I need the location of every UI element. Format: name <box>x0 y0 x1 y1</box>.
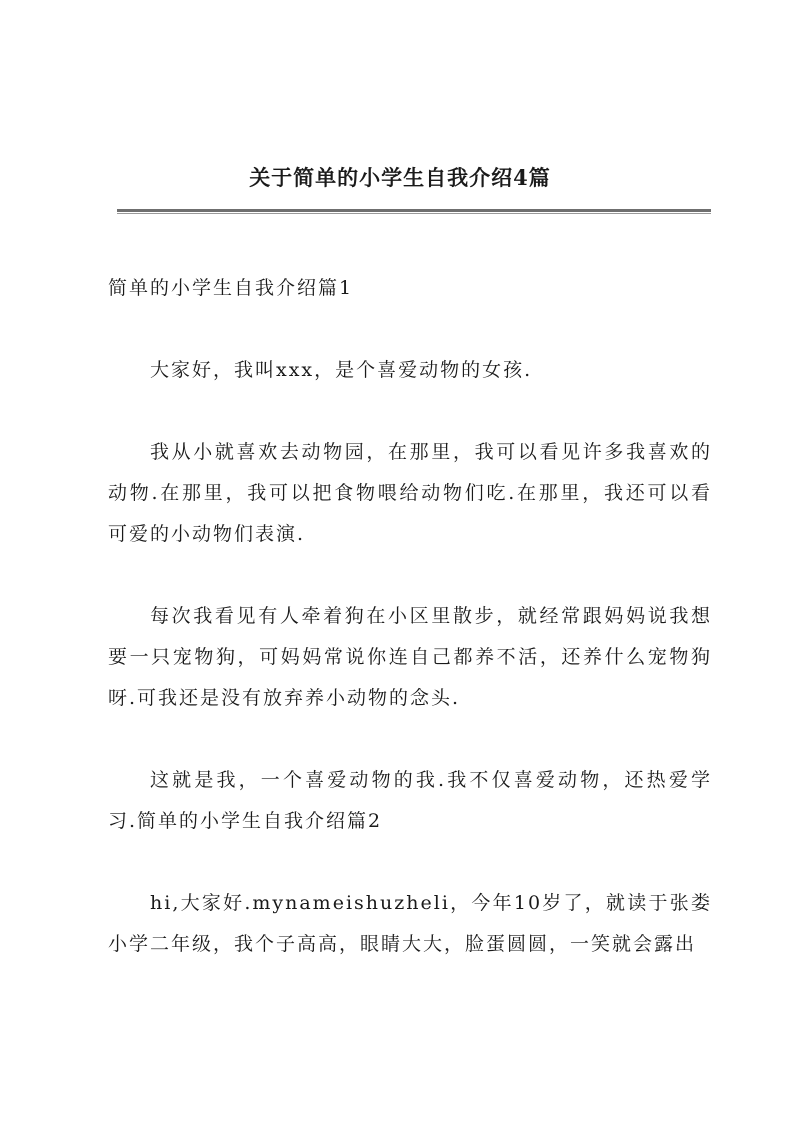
paragraph: 大家好，我叫xxx，是个喜爱动物的女孩. <box>150 359 533 381</box>
title-divider <box>117 209 711 212</box>
document-title: 关于简单的小学生自我介绍4篇 <box>249 165 551 190</box>
paragraph: hi,大家好.mynameishuzheli，今年10岁了，就读于张娄小学二年级，我个子高高，眼睛大大，脸蛋圆圆，一笑就会露出 <box>108 892 712 955</box>
paragraph: 我从小就喜欢去动物园，在那里，我可以看见许多我喜欢的动物.在那里，我可以把食物喂给动物们吃.在那里，我还可以看可爱的小动物们表演. <box>108 441 712 545</box>
paragraph: 这就是我，一个喜爱动物的我.我不仅喜爱动物，还热爱学习.简单的小学生自我介绍篇2 <box>108 769 712 832</box>
title-divider-thin <box>117 213 711 214</box>
document-body <box>108 268 712 1006</box>
section-heading: 简单的小学生自我介绍篇1 <box>108 277 354 299</box>
paragraph: 每次我看见有人牵着狗在小区里散步，就经常跟妈妈说我想要一只宠物狗，可妈妈常说你连自己都养不活，还养什么宠物狗呀.可我还是没有放弃养小动物的念头. <box>108 605 712 709</box>
